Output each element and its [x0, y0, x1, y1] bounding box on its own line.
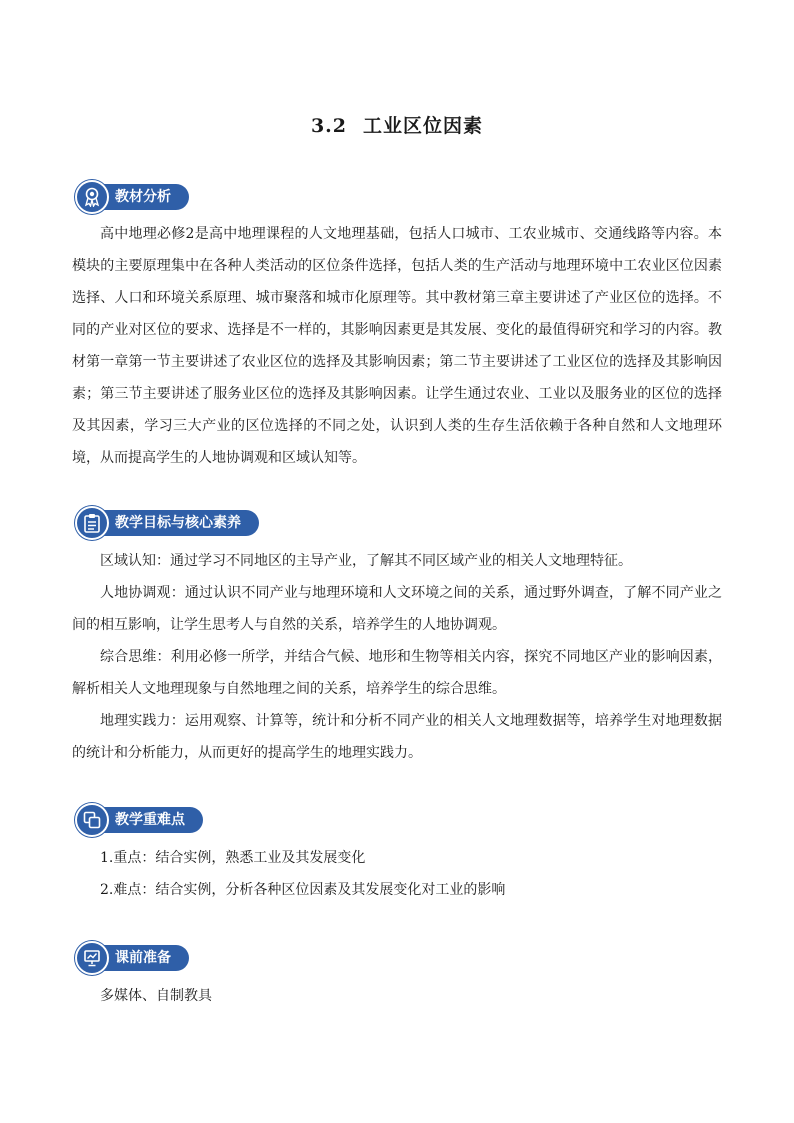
award-ribbon-icon [75, 180, 109, 214]
section-header-difficulties [75, 805, 203, 835]
section-label: 教学重难点 [101, 807, 203, 833]
goal-item: 区域认知：通过学习不同地区的主导产业，了解其不同区域产业的相关人文地理特征。 [100, 553, 632, 569]
section-header-goals [75, 508, 259, 538]
analysis-body [72, 218, 722, 474]
preparation-text: 多媒体、自制教具 [100, 988, 212, 1004]
section-header-analysis [75, 182, 189, 212]
title-number: 3.2 [310, 115, 348, 137]
goals-body [72, 545, 722, 769]
stacked-cards-icon [75, 803, 109, 837]
difficulty-item: 2.难点：结合实例，分析各种区位因素及其发展变化对工业的影响 [100, 882, 506, 898]
preparation-body [72, 980, 722, 1012]
presentation-board-icon [75, 941, 109, 975]
section-header-preparation [75, 943, 189, 973]
analysis-paragraph: 高中地理必修2是高中地理课程的人文地理基础，包括人口城市、工农业城市、交通线路等内容。本模块的主要原理集中在各种人类活动的区位条件选择，包括人类的生产活动与地理环境中工农业区位因素选择、人口和环境关系原理、城市聚落和城市化原理等。其中教材第三章主要讲述了产业区位的选择。不同的产业对区位的要求、选择是不一样的，其影响因素更是其发展、变化的最值得研究和学习的内容。教材第一章第一节主要讲述了农业区位的选择及其影响因素；第二节主要讲述了工业区位的选择及其影响因素；第三节主要讲述了服务业区位的选择及其影响因素。让学生通过农业、工业以及服务业的区位的选择及其因素，学习三大产业的区位选择的不同之处，认识到人类的生存生活依赖于各种自然和人文地理环境，从而提高学生的人地协调观和区域认知等。 [72, 226, 722, 466]
section-label: 教材分析 [101, 184, 189, 210]
page-title [0, 111, 794, 138]
difficulty-item: 1.重点：结合实例，熟悉工业及其发展变化 [100, 850, 366, 866]
goal-item: 综合思维：利用必修一所学，并结合气候、地形和生物等相关内容，探究不同地区产业的影响因素，解析相关人文地理现象与自然地理之间的关系，培养学生的综合思维。 [72, 649, 722, 697]
title-text: 工业区位因素 [363, 115, 484, 137]
clipboard-list-icon [75, 506, 109, 540]
difficulties-body [72, 842, 722, 906]
section-label: 教学目标与核心素养 [101, 510, 259, 536]
goal-item: 人地协调观：通过认识不同产业与地理环境和人文环境之间的关系，通过野外调查，了解不同产业之间的相互影响，让学生思考人与自然的关系，培养学生的人地协调观。 [72, 585, 722, 633]
goal-item: 地理实践力：运用观察、计算等，统计和分析不同产业的相关人文地理数据等，培养学生对地理数据的统计和分析能力，从而更好的提高学生的地理实践力。 [72, 713, 722, 761]
section-label: 课前准备 [101, 945, 189, 971]
